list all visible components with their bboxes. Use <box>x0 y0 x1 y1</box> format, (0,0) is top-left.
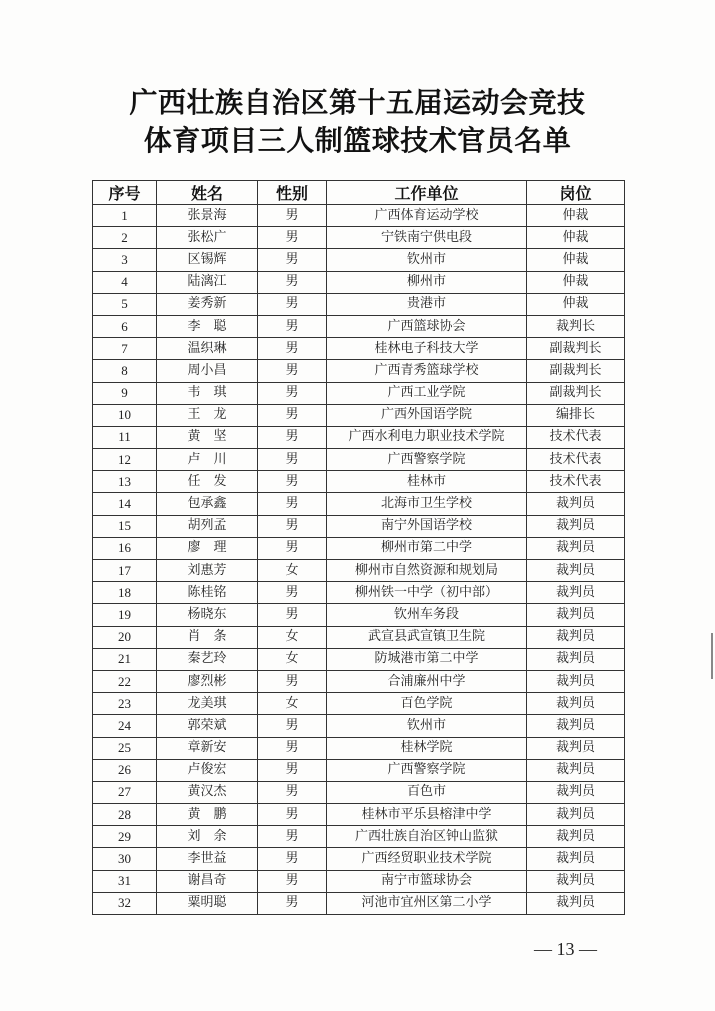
cell-unit: 桂林市 <box>327 471 527 493</box>
cell-sex: 男 <box>258 205 327 227</box>
table-row <box>93 205 625 227</box>
cell-role: 裁判员 <box>527 670 625 692</box>
cell-no: 30 <box>93 848 157 870</box>
cell-unit: 南宁市篮球协会 <box>327 870 527 892</box>
cell-sex: 男 <box>258 670 327 692</box>
cell-name: 李世益 <box>157 848 258 870</box>
table-row <box>93 737 625 759</box>
table-row <box>93 426 625 448</box>
cell-name: 包承鑫 <box>157 493 258 515</box>
cell-unit: 桂林市平乐县榕津中学 <box>327 804 527 826</box>
cell-no: 22 <box>93 670 157 692</box>
cell-no: 8 <box>93 360 157 382</box>
table-row <box>93 892 625 914</box>
cell-name: 区锡辉 <box>157 249 258 271</box>
cell-name: 周小昌 <box>157 360 258 382</box>
cell-sex: 男 <box>258 382 327 404</box>
cell-role: 裁判员 <box>527 892 625 914</box>
cell-role: 裁判长 <box>527 315 625 337</box>
cell-name: 任 发 <box>157 471 258 493</box>
cell-role: 裁判员 <box>527 870 625 892</box>
table-row <box>93 293 625 315</box>
cell-sex: 男 <box>258 249 327 271</box>
table-row <box>93 715 625 737</box>
table-row <box>93 781 625 803</box>
table-row <box>93 804 625 826</box>
cell-unit: 柳州市第二中学 <box>327 537 527 559</box>
cell-sex: 男 <box>258 449 327 471</box>
cell-no: 15 <box>93 515 157 537</box>
cell-no: 7 <box>93 338 157 360</box>
table-row <box>93 249 625 271</box>
scan-edge-mark <box>711 633 713 679</box>
cell-sex: 男 <box>258 892 327 914</box>
table-row <box>93 670 625 692</box>
cell-sex: 男 <box>258 804 327 826</box>
table-row <box>93 360 625 382</box>
cell-no: 5 <box>93 293 157 315</box>
table-row <box>93 582 625 604</box>
cell-name: 黄汉杰 <box>157 781 258 803</box>
cell-role: 技术代表 <box>527 426 625 448</box>
cell-unit: 广西体育运动学校 <box>327 205 527 227</box>
cell-name: 姜秀新 <box>157 293 258 315</box>
cell-sex: 男 <box>258 604 327 626</box>
cell-name: 章新安 <box>157 737 258 759</box>
cell-role: 副裁判长 <box>527 360 625 382</box>
cell-sex: 男 <box>258 338 327 360</box>
table-header-row <box>93 181 625 205</box>
cell-unit: 柳州市自然资源和规划局 <box>327 560 527 582</box>
cell-role: 裁判员 <box>527 626 625 648</box>
cell-unit: 河池市宜州区第二小学 <box>327 892 527 914</box>
cell-role: 裁判员 <box>527 515 625 537</box>
cell-unit: 广西篮球协会 <box>327 315 527 337</box>
table-row <box>93 315 625 337</box>
document-title <box>0 84 715 160</box>
cell-name: 刘惠芳 <box>157 560 258 582</box>
header-unit: 工作单位 <box>327 181 527 205</box>
page-number-text: — 13 — <box>534 939 597 959</box>
cell-no: 21 <box>93 648 157 670</box>
table-row <box>93 227 625 249</box>
cell-unit: 广西青秀篮球学校 <box>327 360 527 382</box>
cell-sex: 男 <box>258 271 327 293</box>
cell-no: 31 <box>93 870 157 892</box>
cell-unit: 桂林学院 <box>327 737 527 759</box>
cell-unit: 广西警察学院 <box>327 759 527 781</box>
cell-sex: 女 <box>258 626 327 648</box>
cell-no: 18 <box>93 582 157 604</box>
cell-unit: 广西工业学院 <box>327 382 527 404</box>
table-row <box>93 626 625 648</box>
cell-name: 胡列孟 <box>157 515 258 537</box>
cell-unit: 钦州车务段 <box>327 604 527 626</box>
cell-role: 副裁判长 <box>527 382 625 404</box>
header-no: 序号 <box>93 181 157 205</box>
cell-unit: 广西警察学院 <box>327 449 527 471</box>
cell-unit: 钦州市 <box>327 715 527 737</box>
table-row <box>93 848 625 870</box>
page-number <box>0 939 715 960</box>
cell-role: 仲裁 <box>527 249 625 271</box>
cell-no: 13 <box>93 471 157 493</box>
cell-name: 卢 川 <box>157 449 258 471</box>
table-row <box>93 870 625 892</box>
cell-name: 温织琳 <box>157 338 258 360</box>
cell-role: 仲裁 <box>527 293 625 315</box>
cell-sex: 女 <box>258 648 327 670</box>
cell-unit: 贵港市 <box>327 293 527 315</box>
title-line-1: 广西壮族自治区第十五届运动会竞技 <box>129 86 586 119</box>
cell-unit: 广西壮族自治区钟山监狱 <box>327 826 527 848</box>
cell-unit: 广西经贸职业技术学院 <box>327 848 527 870</box>
table-row <box>93 338 625 360</box>
cell-unit: 防城港市第二中学 <box>327 648 527 670</box>
cell-role: 裁判员 <box>527 604 625 626</box>
cell-sex: 男 <box>258 582 327 604</box>
cell-role: 仲裁 <box>527 227 625 249</box>
cell-unit: 钦州市 <box>327 249 527 271</box>
cell-sex: 男 <box>258 293 327 315</box>
cell-role: 裁判员 <box>527 781 625 803</box>
cell-name: 龙美琪 <box>157 693 258 715</box>
table-body <box>93 205 625 915</box>
cell-unit: 百色学院 <box>327 693 527 715</box>
cell-no: 1 <box>93 205 157 227</box>
cell-role: 技术代表 <box>527 471 625 493</box>
cell-role: 裁判员 <box>527 582 625 604</box>
cell-name: 谢昌奇 <box>157 870 258 892</box>
cell-role: 裁判员 <box>527 848 625 870</box>
table-row <box>93 404 625 426</box>
cell-sex: 男 <box>258 826 327 848</box>
cell-unit: 广西外国语学院 <box>327 404 527 426</box>
cell-no: 6 <box>93 315 157 337</box>
cell-no: 2 <box>93 227 157 249</box>
cell-no: 3 <box>93 249 157 271</box>
table-row <box>93 493 625 515</box>
cell-name: 李 聪 <box>157 315 258 337</box>
cell-no: 32 <box>93 892 157 914</box>
cell-name: 韦 琪 <box>157 382 258 404</box>
cell-role: 仲裁 <box>527 205 625 227</box>
cell-no: 25 <box>93 737 157 759</box>
table-row <box>93 604 625 626</box>
cell-sex: 男 <box>258 493 327 515</box>
cell-name: 王 龙 <box>157 404 258 426</box>
cell-unit: 柳州市 <box>327 271 527 293</box>
cell-name: 秦艺玲 <box>157 648 258 670</box>
cell-no: 27 <box>93 781 157 803</box>
cell-name: 陈桂铭 <box>157 582 258 604</box>
cell-no: 11 <box>93 426 157 448</box>
cell-role: 裁判员 <box>527 715 625 737</box>
cell-role: 技术代表 <box>527 449 625 471</box>
cell-role: 裁判员 <box>527 737 625 759</box>
table-row <box>93 648 625 670</box>
table-row <box>93 449 625 471</box>
cell-no: 29 <box>93 826 157 848</box>
cell-no: 16 <box>93 537 157 559</box>
header-name: 姓名 <box>157 181 258 205</box>
cell-role: 裁判员 <box>527 560 625 582</box>
cell-sex: 男 <box>258 870 327 892</box>
cell-no: 24 <box>93 715 157 737</box>
cell-unit: 桂林电子科技大学 <box>327 338 527 360</box>
table-row <box>93 382 625 404</box>
cell-sex: 男 <box>258 315 327 337</box>
cell-sex: 男 <box>258 227 327 249</box>
cell-role: 裁判员 <box>527 693 625 715</box>
cell-name: 杨晓东 <box>157 604 258 626</box>
cell-role: 仲裁 <box>527 271 625 293</box>
cell-no: 12 <box>93 449 157 471</box>
cell-role: 裁判员 <box>527 804 625 826</box>
cell-name: 粟明聪 <box>157 892 258 914</box>
cell-sex: 男 <box>258 737 327 759</box>
cell-no: 4 <box>93 271 157 293</box>
cell-sex: 女 <box>258 560 327 582</box>
cell-unit: 柳州铁一中学（初中部） <box>327 582 527 604</box>
officials-table <box>92 180 625 915</box>
table-row <box>93 759 625 781</box>
cell-no: 28 <box>93 804 157 826</box>
table-row <box>93 471 625 493</box>
cell-name: 卢俊宏 <box>157 759 258 781</box>
cell-role: 裁判员 <box>527 759 625 781</box>
cell-role: 裁判员 <box>527 648 625 670</box>
title-line-2: 体育项目三人制篮球技术官员名单 <box>143 124 572 157</box>
cell-name: 黄 鹏 <box>157 804 258 826</box>
cell-no: 19 <box>93 604 157 626</box>
table-row <box>93 515 625 537</box>
cell-sex: 女 <box>258 693 327 715</box>
table-row <box>93 537 625 559</box>
cell-sex: 男 <box>258 471 327 493</box>
cell-name: 黄 坚 <box>157 426 258 448</box>
cell-name: 张松广 <box>157 227 258 249</box>
cell-no: 26 <box>93 759 157 781</box>
cell-unit: 南宁外国语学校 <box>327 515 527 537</box>
cell-role: 裁判员 <box>527 826 625 848</box>
cell-unit: 北海市卫生学校 <box>327 493 527 515</box>
cell-name: 刘 余 <box>157 826 258 848</box>
cell-no: 14 <box>93 493 157 515</box>
cell-no: 9 <box>93 382 157 404</box>
cell-sex: 男 <box>258 360 327 382</box>
cell-unit: 合浦廉州中学 <box>327 670 527 692</box>
cell-sex: 男 <box>258 537 327 559</box>
table-row <box>93 271 625 293</box>
cell-name: 郭荣斌 <box>157 715 258 737</box>
table-row <box>93 560 625 582</box>
cell-sex: 男 <box>258 759 327 781</box>
header-sex: 性别 <box>258 181 327 205</box>
cell-unit: 百色市 <box>327 781 527 803</box>
cell-sex: 男 <box>258 426 327 448</box>
cell-sex: 男 <box>258 515 327 537</box>
cell-name: 廖烈彬 <box>157 670 258 692</box>
cell-name: 廖 理 <box>157 537 258 559</box>
cell-no: 10 <box>93 404 157 426</box>
cell-role: 裁判员 <box>527 537 625 559</box>
cell-sex: 男 <box>258 404 327 426</box>
cell-no: 20 <box>93 626 157 648</box>
cell-name: 陆漓江 <box>157 271 258 293</box>
cell-sex: 男 <box>258 848 327 870</box>
cell-name: 张景海 <box>157 205 258 227</box>
cell-no: 23 <box>93 693 157 715</box>
cell-unit: 武宣县武宣镇卫生院 <box>327 626 527 648</box>
cell-no: 17 <box>93 560 157 582</box>
cell-sex: 男 <box>258 781 327 803</box>
cell-role: 编排长 <box>527 404 625 426</box>
cell-role: 副裁判长 <box>527 338 625 360</box>
cell-unit: 宁铁南宁供电段 <box>327 227 527 249</box>
cell-unit: 广西水利电力职业技术学院 <box>327 426 527 448</box>
header-role: 岗位 <box>527 181 625 205</box>
cell-role: 裁判员 <box>527 493 625 515</box>
cell-name: 肖 条 <box>157 626 258 648</box>
table-row <box>93 826 625 848</box>
table-row <box>93 693 625 715</box>
cell-sex: 男 <box>258 715 327 737</box>
